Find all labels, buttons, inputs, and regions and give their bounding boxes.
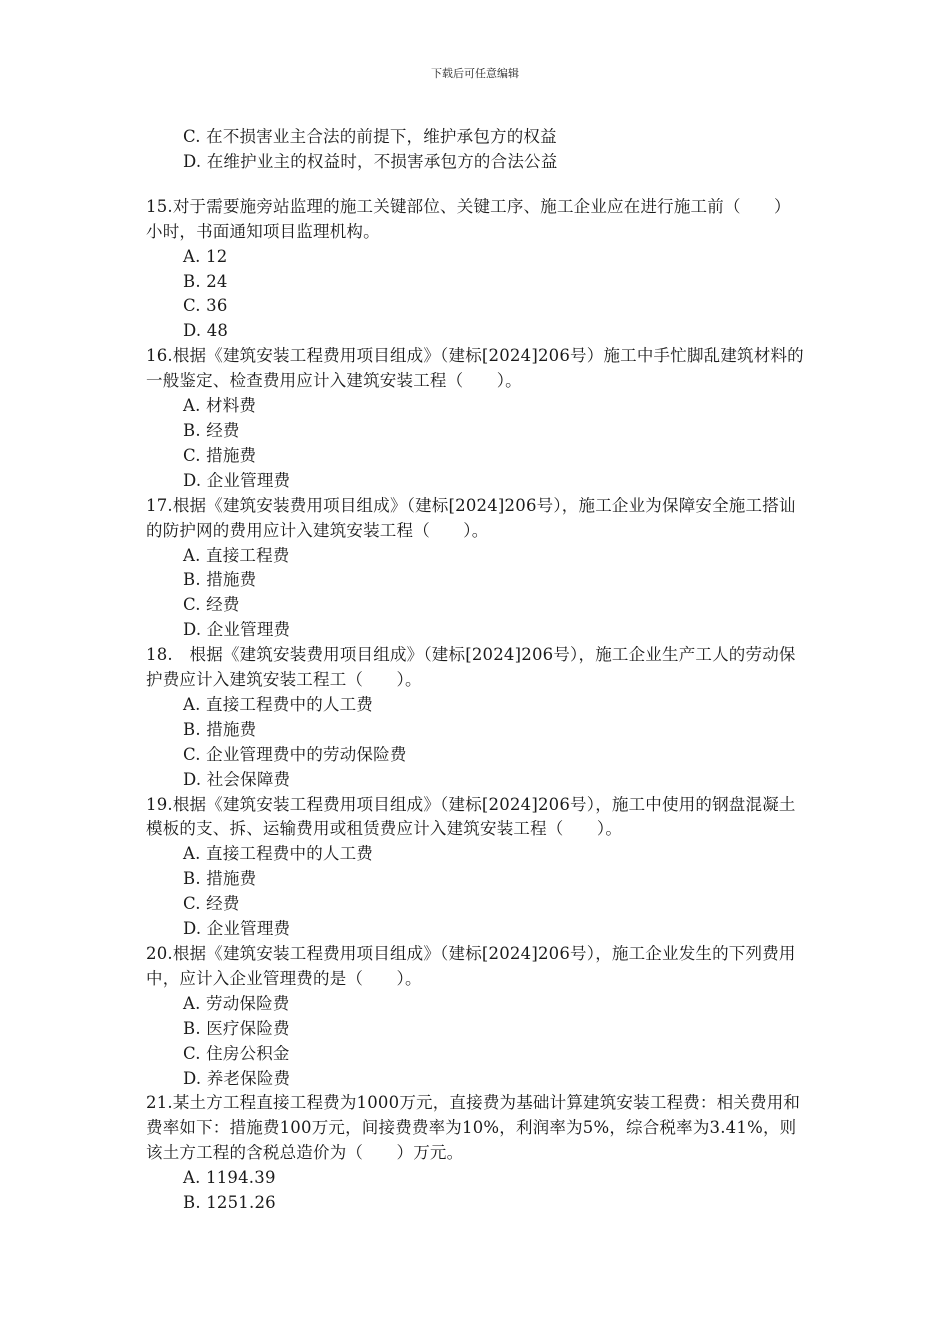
option-a: A. 劳动保险费 (183, 993, 290, 1013)
question-stem: 19.根据《建筑安装工程费用项目组成》（建标[2024]206号），施工中使用的钢盘混凝土模板的支、拆、运输费用或租赁费应计入建筑安装工程（ ）。 (146, 794, 796, 839)
option-b: B. 措施费 (183, 869, 257, 889)
option-a: A. 12 (183, 246, 228, 266)
option-c: C. 经费 (183, 894, 240, 914)
option-c: C. 措施费 (183, 445, 257, 465)
question-stem: 15.对于需要施旁站监理的施工关键部位、关键工序、施工企业应在进行施工前（ ）小时，书面通知项目监理机构。 (146, 196, 791, 241)
question-17 (146, 494, 806, 643)
option-c: C. 36 (183, 296, 228, 316)
option-c: C. 经费 (183, 595, 240, 615)
option-b: B. 经费 (183, 420, 240, 440)
spacer (146, 175, 806, 195)
option-d: D. 在维护业主的权益时，不损害承包方的合法公益 (183, 151, 558, 171)
option-a: A. 直接工程费中的人工费 (183, 694, 374, 714)
question-19 (146, 793, 806, 942)
question-21 (146, 1091, 806, 1216)
option-b: B. 1251.26 (183, 1193, 276, 1213)
question-stem: 21.某土方工程直接工程费为1000万元，直接费为基础计算建筑安装工程费：相关费用和费率如下：措施费100万元，间接费费率为10%，利润率为5%，综合税率为3.41%，则该土方工程的含税总造价为（ ）万元。 (146, 1093, 801, 1163)
option-d: D. 48 (183, 321, 229, 341)
question-15 (146, 195, 806, 344)
question-stem: 17.根据《建筑安装费用项目组成》（建标[2024]206号），施工企业为保障安全施工搭讪的防护网的费用应计入建筑安装工程（ ）。 (146, 495, 796, 540)
question-16 (146, 344, 806, 493)
option-b: B. 措施费 (183, 719, 257, 739)
option-d: D. 企业管理费 (183, 620, 291, 640)
option-c: C. 企业管理费中的劳动保险费 (183, 744, 407, 764)
option-b: B. 24 (183, 271, 228, 291)
question-stem: 20.根据《建筑安装工程费用项目组成》（建标[2024]206号），施工企业发生的下列费用中，应计入企业管理费的是（ ）。 (146, 944, 796, 988)
question-20 (146, 942, 806, 1091)
option-a: A. 材料费 (183, 396, 257, 416)
option-b: B. 医疗保险费 (183, 1018, 290, 1038)
option-a: A. 1194.39 (183, 1168, 276, 1188)
option-b: B. 措施费 (183, 570, 257, 590)
question-18 (146, 643, 806, 792)
option-a: A. 直接工程费 (183, 545, 290, 565)
document-body (146, 125, 806, 1216)
question-stem: 18. 根据《建筑安装费用项目组成》（建标[2024]206号），施工企业生产工人的劳动保护费应计入建筑安装工程工（ ）。 (146, 645, 796, 690)
option-d: D. 企业管理费 (183, 919, 291, 939)
page-header: 下载后可任意编辑 (431, 67, 519, 80)
option-c: C. 在不损害业主合法的前提下，维护承包方的权益 (183, 127, 557, 146)
option-c: C. 住房公积金 (183, 1043, 290, 1063)
option-d: D. 社会保障费 (183, 769, 291, 789)
option-a: A. 直接工程费中的人工费 (183, 844, 374, 864)
option-d: D. 企业管理费 (183, 470, 291, 490)
question-stem: 16.根据《建筑安装工程费用项目组成》（建标[2024]206号）施工中手忙脚乱建筑材料的一般鉴定、检查费用应计入建筑安装工程（ ）。 (146, 346, 804, 391)
option-d: D. 养老保险费 (183, 1068, 291, 1088)
